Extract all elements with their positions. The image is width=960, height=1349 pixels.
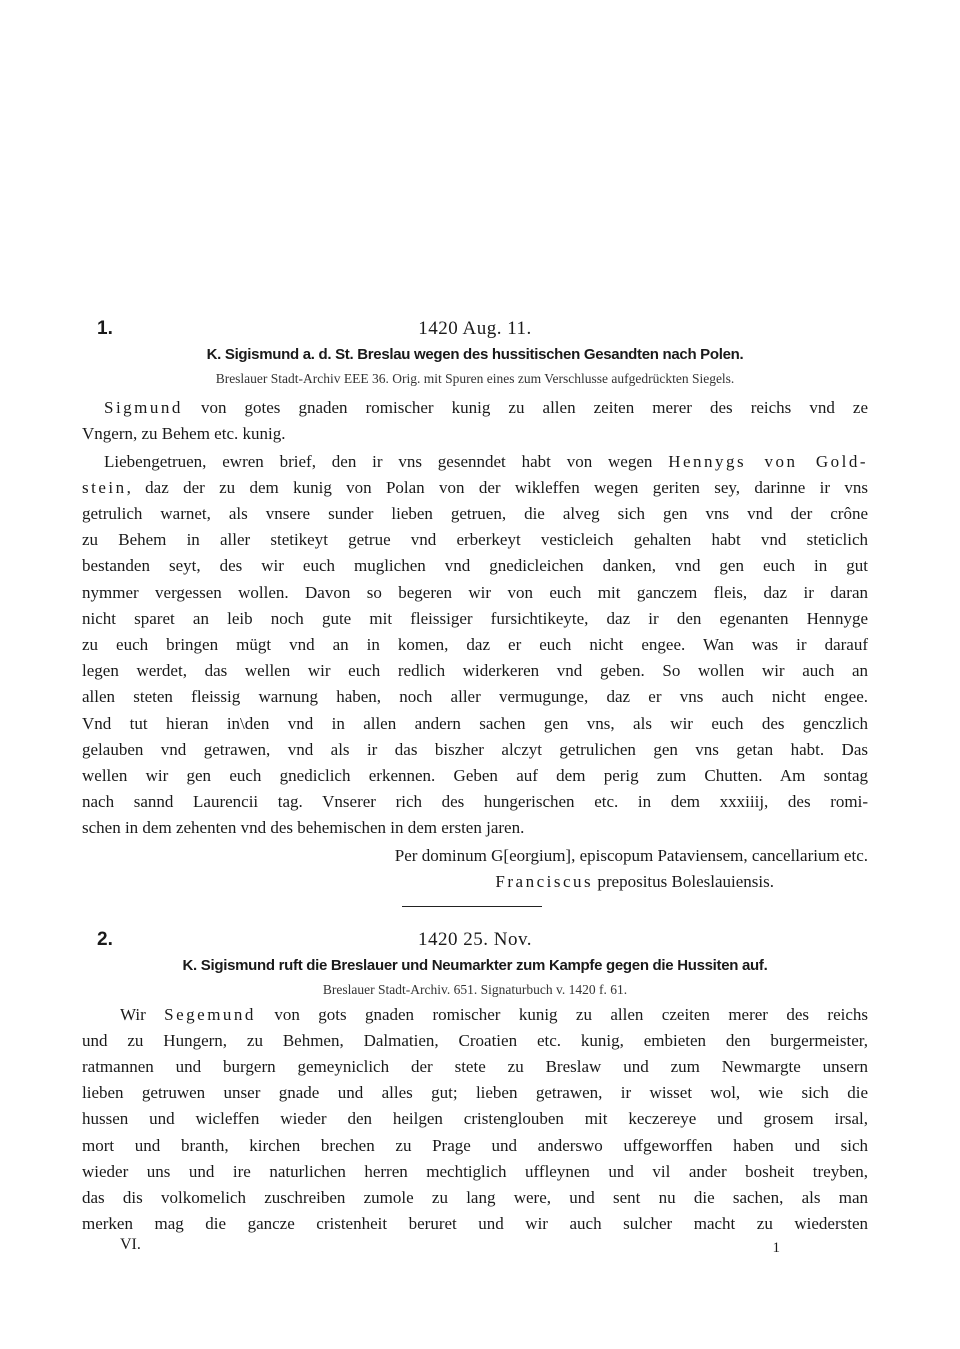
text-line bbox=[82, 553, 868, 579]
text-line bbox=[104, 449, 868, 475]
entry-title: K. Sigismund ruft die Breslauer und Neumarkter zum Kampfe gegen die Hussiten auf. bbox=[182, 957, 768, 974]
text-line bbox=[82, 421, 868, 447]
text-segment: nicht sparet an leib noch gute mit fleissiger fursichtikeyte, daz ir den egenanten Hennyge bbox=[82, 609, 868, 628]
text-line bbox=[82, 580, 868, 606]
text-line bbox=[82, 763, 868, 789]
text-line bbox=[82, 1159, 868, 1185]
entry-source: Breslauer Stadt-Archiv EEE 36. Orig. mit Spuren eines zum Verschlusse aufgedrückten Siegels. bbox=[215, 371, 735, 386]
text-segment: Vnd tut hieran in\den vnd in allen andern sachen gen vns, als wir euch des genczlich bbox=[82, 714, 868, 733]
text-line bbox=[82, 606, 868, 632]
text-segment: zu euch bringen mügt vnd an in komen, daz er euch nicht engee. Wan was ir darauf bbox=[82, 635, 868, 654]
entry-title: K. Sigismund a. d. St. Breslau wegen des hussitischen Gesandten nach Polen. bbox=[206, 346, 744, 363]
text-segment: schen in dem zehenten vnd des behemischen in dem ersten jaren. bbox=[82, 818, 525, 837]
text-line bbox=[82, 527, 868, 553]
text-segment: lieben getruwen unser gnade und alles gut; lieben getrawen, ir wisset wol, wie sich die bbox=[82, 1083, 868, 1102]
text-line bbox=[104, 395, 868, 421]
text-segment: zu Behem in aller stetikeyt getrue vnd erberkeyt vesticleich gehalten habt vnd steticlich bbox=[82, 530, 868, 549]
text-segment: , daz der zu dem kunig von Polan von der wikleffen wegen geriten sey, darinne ir vns bbox=[126, 478, 868, 497]
spaced-name: Franciscus bbox=[495, 872, 594, 891]
entry-source: Breslauer Stadt-Archiv. 651. Signaturbuch v. 1420 f. 61. bbox=[322, 982, 628, 997]
text-line bbox=[82, 737, 868, 763]
text-segment: Per dominum G[eorgium], episcopum Pataviensem, cancellarium etc. bbox=[394, 846, 868, 865]
signature-mark: VI. bbox=[120, 1236, 141, 1253]
text-segment: Liebengetruen, ewren brief, den ir vns gesenndet habt von wegen bbox=[104, 452, 669, 471]
text-segment: getrulich warnet, als vnsere sunder lieben getruen, die alveg sich gen vns vnd der crône bbox=[82, 504, 868, 523]
text-segment: merken mag die gancze cristenheit beruret und wir auch sulcher macht zu wiedersten bbox=[82, 1214, 868, 1233]
text-segment: von gotes gnaden romischer kunig zu allen zeiten merer des reichs vnd ze bbox=[182, 398, 868, 417]
text-line bbox=[82, 1080, 868, 1106]
text-segment: das dis volkomelich zuschreiben zumole zu lang were, und sent nu die sachen, als man bbox=[82, 1188, 868, 1207]
entry-date: 1420 25. Nov. bbox=[418, 929, 532, 950]
text-segment: prepositus Boleslauiensis. bbox=[593, 872, 774, 891]
section-divider bbox=[402, 906, 542, 907]
spaced-name: Segemund bbox=[164, 1005, 256, 1024]
text-segment: gelauben vnd getrawen, vnd als ir das biszher alczyt getrulichen gen vns getan habt. Das bbox=[82, 740, 868, 759]
entry-number: 2. bbox=[97, 929, 113, 950]
text-line bbox=[82, 789, 868, 815]
text-segment: nach sannd Laurencii tag. Vnserer rich des hungerischen etc. in dem xxxiiij, des romi- bbox=[82, 792, 868, 811]
text-line bbox=[120, 1002, 868, 1028]
document-page bbox=[82, 0, 868, 1349]
text-segment: Vngern, zu Behem etc. kunig. bbox=[82, 424, 286, 443]
text-line bbox=[82, 869, 774, 895]
text-line bbox=[82, 684, 868, 710]
sheet-number: 1 bbox=[772, 1240, 780, 1256]
entry-2-header bbox=[82, 929, 868, 959]
text-line bbox=[82, 1185, 868, 1211]
text-line bbox=[82, 711, 868, 737]
spaced-name: Sigmund bbox=[104, 398, 183, 417]
entry-date: 1420 Aug. 11. bbox=[418, 318, 532, 339]
text-line bbox=[82, 632, 868, 658]
text-segment: bestanden seyt, des wir euch muglichen vnd gnedicleichen danken, vnd gen euch in gut bbox=[82, 556, 868, 575]
text-line bbox=[82, 1106, 868, 1132]
text-segment: und zu Hungern, zu Behmen, Dalmatien, Croatien etc. kunig, embieten den burgermeister, bbox=[82, 1031, 868, 1050]
text-segment: mort und branth, kirchen brechen zu Prage und anderswo uffgeworffen haben und sich bbox=[82, 1136, 868, 1155]
text-line bbox=[82, 475, 868, 501]
text-line bbox=[82, 501, 868, 527]
text-segment: wieder uns und ire naturlichen herren mechtiglich uffleynen und vil ander bosheit treyben, bbox=[82, 1162, 868, 1181]
text-line bbox=[82, 815, 868, 841]
text-segment: legen werdet, das wellen wir euch redlich widerkeren vnd geben. So wollen wir auch an bbox=[82, 661, 868, 680]
text-line bbox=[82, 1211, 868, 1237]
text-segment: von gots gnaden romischer kunig zu allen czeiten merer des reichs bbox=[255, 1005, 869, 1024]
text-line bbox=[82, 1054, 868, 1080]
text-line bbox=[82, 843, 868, 869]
text-segment: allen steten fleissig warnung haben, noch aller vermugunge, daz er vns auch nicht engee. bbox=[82, 687, 868, 706]
text-segment: Wir bbox=[120, 1005, 165, 1024]
spaced-name: Hennygs von Gold- bbox=[668, 452, 868, 471]
entry-number: 1. bbox=[97, 318, 113, 339]
text-line bbox=[82, 658, 868, 684]
text-segment: nymmer vergessen wollen. Davon so begeren wir von euch mit ganczem fleis, daz ir daran bbox=[82, 583, 868, 602]
text-line bbox=[82, 1028, 868, 1054]
entry-1-header bbox=[82, 318, 868, 348]
text-segment: hussen und wicleffen wieder den heilgen cristenglouben mit keczereye und grosem irsal, bbox=[82, 1109, 868, 1128]
text-line bbox=[82, 1133, 868, 1159]
text-segment: wellen wir gen euch gnediclich erkennen. Geben auf dem perig zum Chutten. Am sontag bbox=[82, 766, 868, 785]
spaced-name: stein bbox=[82, 478, 127, 497]
text-segment: ratmannen und burgern gemeyniclich der stete zu Breslaw und zum Newmargte unsern bbox=[82, 1057, 868, 1076]
